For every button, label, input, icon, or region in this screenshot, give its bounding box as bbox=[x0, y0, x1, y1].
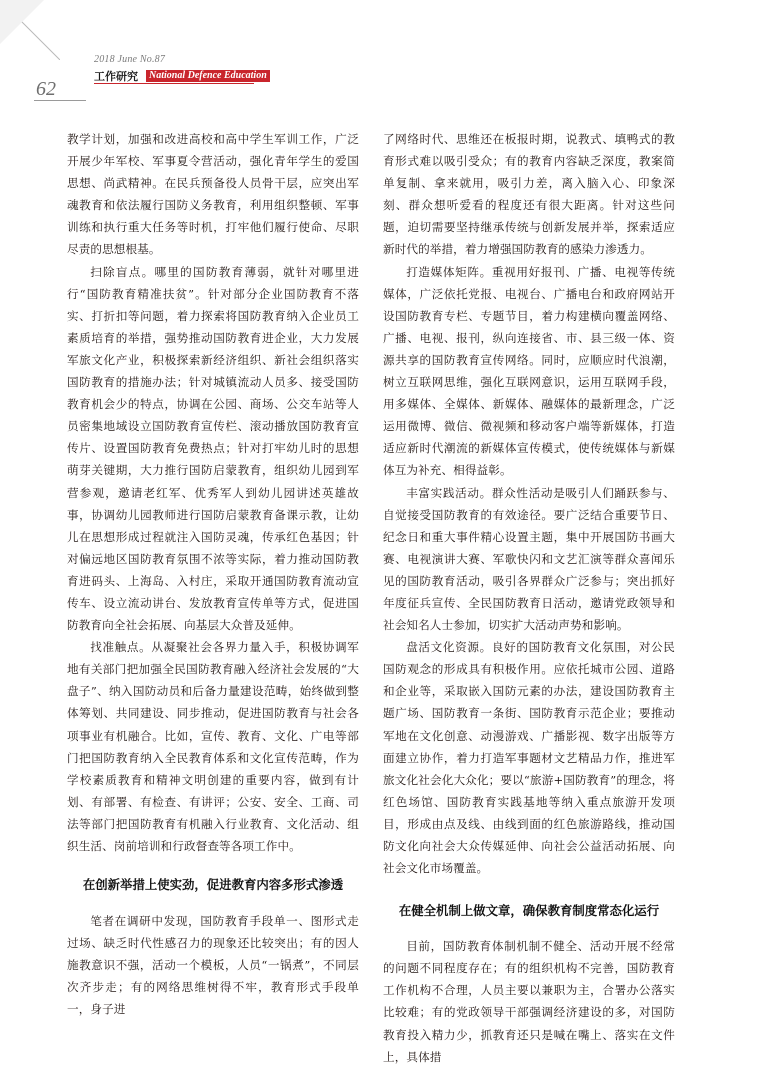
right-paragraph-4: 盘活文化资源。良好的国防教育文化氛围，对公民国防观念的形成具有积极作用。应依托城市公园、道路和企业等，采取嵌入国防元素的办法，建设国防教育主题广场、国防教育一条街、国防教育示范企业；要推动军地在文化创意、动漫游戏、广播影视、数字出版等方面建立协作，着力打造军事题材文艺精品力作，推进军旅文化社会化大众化；要以“旅游+国防教育”的理念，将红色场馆、国防教育实践基地等纳入重点旅游开发项目，形成由点及线、由线到面的红色旅游路线，推动国防文化向社会大众传媒延伸、向社会公益活动拓展、向社会文化市场覆盖。 bbox=[383, 640, 675, 876]
left-section-heading: 在创新举措上使实劲，促进教育内容多形式渗透 bbox=[82, 877, 344, 893]
section-title: 工作研究 bbox=[94, 70, 138, 83]
left-paragraph-2: 扫除盲点。哪里的国防教育薄弱，就针对哪里进行“国防教育精准扶贫”。针对部分企业国防教育不落实、打折扣等问题，着力探索将国防教育纳入企业员工素质培育的举措，强势推动国防教育进企业，大力发展军旅文化产业，积极探索新经济组织、新社会组织落实国防教育的措施办法；针对城镇流动人员多、接受国防教育机会少的特点，协调在公园、商场、公交车站等人员密集地域设立国防教育宣传栏、滚动播放国防教育宣传片、设置国防教育免费热点；针对打牢幼儿时的思想萌芽关键期，大力推行国防启蒙教育，组织幼儿园到军营参观，邀请老红军、优秀军人到幼儿园讲述英雄故事，协调幼儿园教师进行国防启蒙教育备课示教，让幼儿在思想形成过程就注入国防灵魂，传承红色基因；针对偏远地区国防教育氛围不浓等实际，着力推动国防教育进码头、上海岛、入村庄，采取开通国防教育流动宣传车、设立流动讲台、发放教育宣传单等方式，促进国防教育向全社会拓展、向基层大众普及延伸。 bbox=[67, 264, 359, 633]
right-section-heading: 在健全机制上做文章，确保教育制度常态化运行 bbox=[398, 903, 660, 919]
left-paragraph-4: 笔者在调研中发现，国防教育手段单一、图形式走过场、缺乏时代性感召力的现象还比较突出；有的因人施教意识不强，活动一个模板，人员“一锅煮”，不同层次齐步走；有的网络思维树得不牢，教育形式手段单一，身子进 bbox=[67, 914, 359, 1017]
right-paragraph-5: 目前，国防教育体制机制不健全、活动开展不经常的问题不同程度存在；有的组织机构不完善，国防教育工作机构不合理，人员主要以兼职为主，合署办公落实比较难；有的党政领导干部强调经济建设的多，对国防教育投入精力少，抓教育还只是喊在嘴上、落实在文件上，具体措 bbox=[383, 939, 675, 1064]
left-paragraph-1: 教学计划，加强和改进高校和高中学生军训工作，广泛开展少年军校、军事夏令营活动，强化青年学生的爱国思想、尚武精神。在民兵预备役人员骨干层，应突出军魂教育和依法履行国防义务教育，利用组织整顿、军事训练和执行重大任务等时机，打牢他们履行使命、尽职尽责的思想根基。 bbox=[67, 132, 359, 257]
left-paragraph-3: 找准触点。从凝聚社会各界力量入手，积极协调军地有关部门把加强全民国防教育融入经济社会发展的“大盘子”、纳入国防动员和后备力量建设范畴，始终做到整体筹划、共同建设、同步推动，促进国防教育与社会各项事业有机融合。比如，宣传、教育、文化、广电等部门把国防教育纳入全民教育体系和文化宣传范畴，作为学校素质教育和精神文明创建的重要内容，做到有计划、有部署、有检查、有讲评；公安、安全、工商、司法等部门把国防教育有机融入行业教育、文化活动、组织生活、岗前培训和行政督查等各项工作中。 bbox=[67, 640, 359, 853]
page-number: 62 bbox=[36, 78, 56, 100]
right-paragraph-2: 打造媒体矩阵。重视用好报刊、广播、电视等传统媒体，广泛依托党报、电视台、广播电台和政府网站开设国防教育专栏、专题节目，着力构建横向覆盖网络、广播、电视、报刊，纵向连接省、市、县三级一体、资源共享的国防教育宣传网络。同时，应顺应时代浪潮，树立互联网思维，强化互联网意识，运用互联网手段，用多媒体、全媒体、新媒体、融媒体的最新理念，广泛运用微博、微信、微视频和移动客户端等新媒体，打造适应新时代潮流的新媒体宣传模式，使传统媒体与新媒体互为补充、相得益彰。 bbox=[383, 264, 675, 478]
left-column bbox=[67, 128, 359, 1021]
header-rule bbox=[94, 83, 254, 84]
right-column bbox=[383, 128, 675, 1068]
right-paragraph-3: 丰富实践活动。群众性活动是吸引人们踊跃参与、自觉接受国防教育的有效途径。要广泛结合重要节日、纪念日和重大事件精心设置主题，集中开展国防书画大赛、电视演讲大赛、军歌快闪和文艺汇演等群众喜闻乐见的国防教育活动，吸引各界群众广泛参与；突出抓好年度征兵宣传、全民国防教育日活动，邀请党政领导和社会知名人士参加，切实扩大活动声势和影响。 bbox=[383, 485, 675, 633]
section-tag-english: National Defence Education bbox=[146, 70, 270, 82]
corner-fold-decoration bbox=[0, 0, 60, 60]
right-paragraph-1: 了网络时代、思维还在板报时期，说教式、填鸭式的教育形式难以吸引受众；有的教育内容缺乏深度，教案简单复制、拿来就用，吸引力差，离入脑入心、印象深刻、群众想听爱看的程度还有很大距离。针对这些问题，迫切需要坚持继承传统与创新发展并举，探索适应新时代的举措，着力增强国防教育的感染力渗透力。 bbox=[383, 132, 675, 257]
page-number-rule bbox=[34, 100, 86, 101]
issue-label: 2018 June No.87 bbox=[94, 54, 166, 65]
